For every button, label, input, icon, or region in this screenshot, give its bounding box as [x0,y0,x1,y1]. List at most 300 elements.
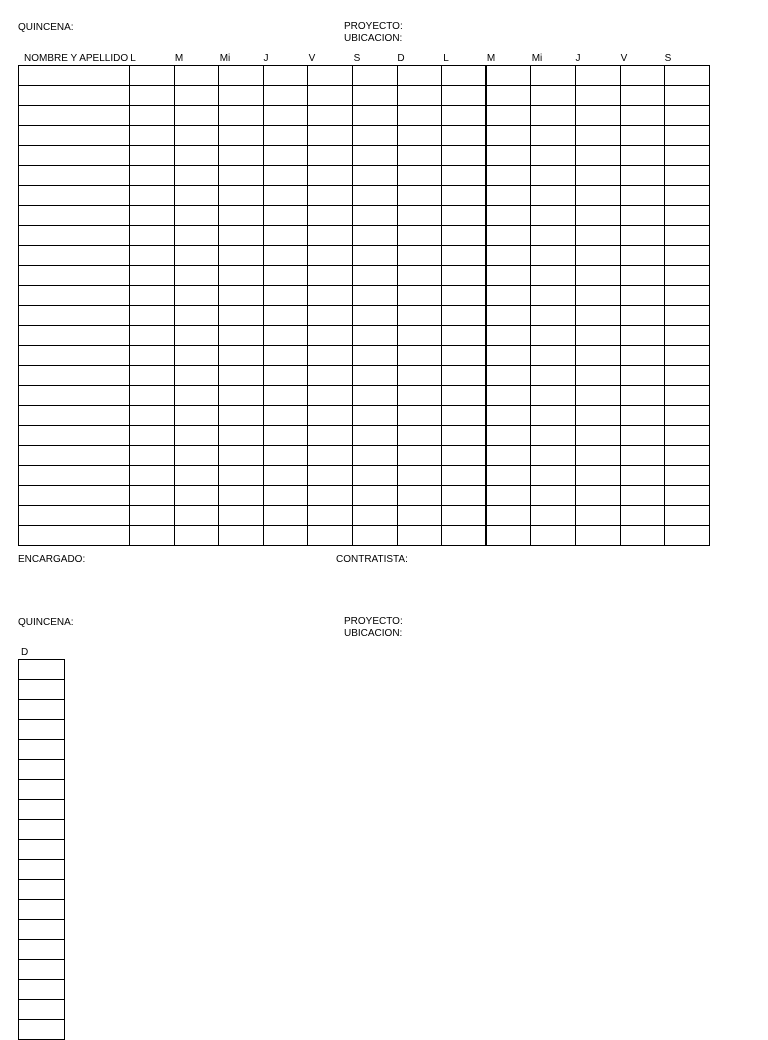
name-cell[interactable] [19,446,130,466]
day-cell[interactable] [665,306,710,326]
day-cell[interactable] [575,106,620,126]
day-cell[interactable] [397,226,442,246]
day-cell[interactable] [174,126,219,146]
day-cell[interactable] [263,166,308,186]
day-cell[interactable] [19,920,65,940]
day-cell[interactable] [442,366,487,386]
day-cell[interactable] [665,206,710,226]
day-cell[interactable] [174,446,219,466]
day-cell[interactable] [263,406,308,426]
day-cell[interactable] [575,206,620,226]
day-cell[interactable] [442,206,487,226]
day-cell[interactable] [442,386,487,406]
day-cell[interactable] [442,446,487,466]
day-cell[interactable] [219,406,264,426]
day-cell[interactable] [19,1020,65,1040]
day-cell[interactable] [620,206,665,226]
day-cell[interactable] [486,466,531,486]
day-cell[interactable] [308,66,353,86]
day-cell[interactable] [531,446,576,466]
day-cell[interactable] [442,486,487,506]
day-cell[interactable] [263,66,308,86]
day-cell[interactable] [219,366,264,386]
day-cell[interactable] [531,146,576,166]
day-cell[interactable] [531,86,576,106]
day-cell[interactable] [19,820,65,840]
day-cell[interactable] [130,86,175,106]
day-cell[interactable] [397,186,442,206]
day-cell[interactable] [575,246,620,266]
day-cell[interactable] [397,286,442,306]
day-cell[interactable] [620,526,665,546]
day-cell[interactable] [174,366,219,386]
day-cell[interactable] [665,226,710,246]
day-cell[interactable] [308,106,353,126]
day-cell[interactable] [352,86,397,106]
day-cell[interactable] [620,306,665,326]
day-cell[interactable] [442,526,487,546]
name-cell[interactable] [19,106,130,126]
day-cell[interactable] [130,66,175,86]
day-cell[interactable] [308,306,353,326]
day-cell[interactable] [397,506,442,526]
day-cell[interactable] [397,366,442,386]
day-cell[interactable] [174,66,219,86]
day-cell[interactable] [19,980,65,1000]
day-cell[interactable] [19,880,65,900]
day-cell[interactable] [397,406,442,426]
name-cell[interactable] [19,386,130,406]
day-cell[interactable] [531,406,576,426]
day-cell[interactable] [219,166,264,186]
day-cell[interactable] [219,346,264,366]
name-cell[interactable] [19,66,130,86]
day-cell[interactable] [130,306,175,326]
day-cell[interactable] [620,446,665,466]
day-cell[interactable] [19,720,65,740]
name-cell[interactable] [19,146,130,166]
day-cell[interactable] [219,326,264,346]
day-cell[interactable] [665,446,710,466]
day-cell[interactable] [486,206,531,226]
day-cell[interactable] [263,486,308,506]
day-cell[interactable] [174,286,219,306]
day-cell[interactable] [620,146,665,166]
day-cell[interactable] [486,506,531,526]
day-cell[interactable] [620,406,665,426]
day-cell[interactable] [486,286,531,306]
day-cell[interactable] [442,146,487,166]
day-cell[interactable] [19,840,65,860]
day-cell[interactable] [352,526,397,546]
day-cell[interactable] [130,226,175,246]
day-cell[interactable] [19,960,65,980]
day-cell[interactable] [620,186,665,206]
day-cell[interactable] [486,146,531,166]
day-cell[interactable] [308,326,353,346]
day-cell[interactable] [174,526,219,546]
day-cell[interactable] [665,406,710,426]
day-cell[interactable] [531,426,576,446]
name-cell[interactable] [19,306,130,326]
day-cell[interactable] [219,386,264,406]
day-cell[interactable] [665,426,710,446]
day-cell[interactable] [397,486,442,506]
day-cell[interactable] [352,466,397,486]
day-cell[interactable] [620,86,665,106]
day-cell[interactable] [531,506,576,526]
day-cell[interactable] [174,106,219,126]
day-cell[interactable] [174,466,219,486]
day-cell[interactable] [130,466,175,486]
day-cell[interactable] [263,446,308,466]
day-cell[interactable] [620,166,665,186]
day-cell[interactable] [352,426,397,446]
day-cell[interactable] [130,486,175,506]
day-cell[interactable] [620,426,665,446]
day-cell[interactable] [130,246,175,266]
day-cell[interactable] [575,126,620,146]
day-cell[interactable] [665,506,710,526]
day-cell[interactable] [397,166,442,186]
day-cell[interactable] [352,266,397,286]
day-cell[interactable] [620,346,665,366]
day-cell[interactable] [665,486,710,506]
day-cell[interactable] [397,426,442,446]
day-cell[interactable] [486,126,531,146]
day-cell[interactable] [665,66,710,86]
day-cell[interactable] [665,526,710,546]
day-cell[interactable] [308,486,353,506]
day-cell[interactable] [19,800,65,820]
day-cell[interactable] [442,466,487,486]
day-cell[interactable] [263,466,308,486]
day-cell[interactable] [219,306,264,326]
day-cell[interactable] [531,226,576,246]
day-cell[interactable] [352,366,397,386]
name-cell[interactable] [19,266,130,286]
day-cell[interactable] [263,186,308,206]
day-cell[interactable] [130,506,175,526]
day-cell[interactable] [442,126,487,146]
day-cell[interactable] [486,66,531,86]
day-cell[interactable] [620,66,665,86]
day-cell[interactable] [575,266,620,286]
day-cell[interactable] [308,506,353,526]
day-cell[interactable] [352,206,397,226]
day-cell[interactable] [575,326,620,346]
day-cell[interactable] [352,226,397,246]
day-cell[interactable] [263,326,308,346]
day-cell[interactable] [263,266,308,286]
day-cell[interactable] [531,186,576,206]
day-cell[interactable] [575,386,620,406]
day-cell[interactable] [352,386,397,406]
day-cell[interactable] [263,386,308,406]
day-cell[interactable] [263,506,308,526]
day-cell[interactable] [442,286,487,306]
day-cell[interactable] [575,286,620,306]
day-cell[interactable] [531,486,576,506]
day-cell[interactable] [620,486,665,506]
day-cell[interactable] [665,166,710,186]
day-cell[interactable] [219,206,264,226]
day-cell[interactable] [531,326,576,346]
day-cell[interactable] [130,146,175,166]
day-cell[interactable] [442,66,487,86]
name-cell[interactable] [19,246,130,266]
day-cell[interactable] [352,446,397,466]
day-cell[interactable] [620,366,665,386]
day-cell[interactable] [486,366,531,386]
day-cell[interactable] [665,246,710,266]
day-cell[interactable] [486,346,531,366]
day-cell[interactable] [531,306,576,326]
day-cell[interactable] [19,780,65,800]
day-cell[interactable] [575,466,620,486]
day-cell[interactable] [486,306,531,326]
day-cell[interactable] [486,406,531,426]
name-cell[interactable] [19,506,130,526]
name-cell[interactable] [19,186,130,206]
day-cell[interactable] [19,680,65,700]
day-cell[interactable] [263,426,308,446]
day-cell[interactable] [352,406,397,426]
day-cell[interactable] [130,126,175,146]
name-cell[interactable] [19,166,130,186]
day-cell[interactable] [397,106,442,126]
day-cell[interactable] [174,326,219,346]
day-cell[interactable] [130,346,175,366]
day-cell[interactable] [130,406,175,426]
day-cell[interactable] [19,660,65,680]
day-cell[interactable] [531,466,576,486]
day-cell[interactable] [174,306,219,326]
day-cell[interactable] [352,126,397,146]
day-cell[interactable] [665,346,710,366]
day-cell[interactable] [620,126,665,146]
day-cell[interactable] [352,326,397,346]
day-cell[interactable] [665,266,710,286]
day-cell[interactable] [575,66,620,86]
day-cell[interactable] [531,126,576,146]
day-cell[interactable] [219,66,264,86]
day-cell[interactable] [130,266,175,286]
name-cell[interactable] [19,426,130,446]
day-cell[interactable] [174,166,219,186]
day-cell[interactable] [620,326,665,346]
day-cell[interactable] [665,86,710,106]
day-cell[interactable] [174,486,219,506]
day-cell[interactable] [442,326,487,346]
name-cell[interactable] [19,206,130,226]
day-cell[interactable] [575,226,620,246]
day-cell[interactable] [219,226,264,246]
day-cell[interactable] [575,306,620,326]
day-cell[interactable] [486,186,531,206]
day-cell[interactable] [263,366,308,386]
day-cell[interactable] [352,246,397,266]
day-cell[interactable] [397,126,442,146]
day-cell[interactable] [575,426,620,446]
day-cell[interactable] [174,406,219,426]
day-cell[interactable] [174,226,219,246]
day-cell[interactable] [308,346,353,366]
day-cell[interactable] [174,506,219,526]
day-cell[interactable] [308,86,353,106]
day-cell[interactable] [130,426,175,446]
day-cell[interactable] [19,860,65,880]
day-cell[interactable] [308,426,353,446]
day-cell[interactable] [219,266,264,286]
day-cell[interactable] [665,146,710,166]
day-cell[interactable] [174,246,219,266]
day-cell[interactable] [174,146,219,166]
name-cell[interactable] [19,366,130,386]
day-cell[interactable] [665,326,710,346]
day-cell[interactable] [397,346,442,366]
day-cell[interactable] [531,206,576,226]
day-cell[interactable] [308,526,353,546]
day-cell[interactable] [219,426,264,446]
day-cell[interactable] [575,486,620,506]
day-cell[interactable] [130,326,175,346]
day-cell[interactable] [130,446,175,466]
day-cell[interactable] [219,186,264,206]
day-cell[interactable] [665,466,710,486]
day-cell[interactable] [442,506,487,526]
day-cell[interactable] [130,286,175,306]
day-cell[interactable] [19,1000,65,1020]
day-cell[interactable] [397,386,442,406]
day-cell[interactable] [531,266,576,286]
day-cell[interactable] [308,226,353,246]
day-cell[interactable] [397,266,442,286]
day-cell[interactable] [130,166,175,186]
day-cell[interactable] [263,206,308,226]
day-cell[interactable] [442,426,487,446]
day-cell[interactable] [486,246,531,266]
day-cell[interactable] [620,246,665,266]
day-cell[interactable] [19,700,65,720]
day-cell[interactable] [263,286,308,306]
day-cell[interactable] [575,406,620,426]
day-cell[interactable] [665,126,710,146]
day-cell[interactable] [397,306,442,326]
day-cell[interactable] [219,446,264,466]
day-cell[interactable] [620,286,665,306]
day-cell[interactable] [219,246,264,266]
day-cell[interactable] [486,326,531,346]
day-cell[interactable] [486,486,531,506]
day-cell[interactable] [308,446,353,466]
day-cell[interactable] [531,286,576,306]
day-cell[interactable] [665,366,710,386]
day-cell[interactable] [263,526,308,546]
name-cell[interactable] [19,226,130,246]
day-cell[interactable] [352,306,397,326]
day-cell[interactable] [620,226,665,246]
day-cell[interactable] [665,386,710,406]
day-cell[interactable] [397,66,442,86]
day-cell[interactable] [531,366,576,386]
name-cell[interactable] [19,286,130,306]
day-cell[interactable] [442,226,487,246]
day-cell[interactable] [665,186,710,206]
day-cell[interactable] [397,246,442,266]
day-cell[interactable] [575,506,620,526]
day-cell[interactable] [130,526,175,546]
day-cell[interactable] [620,106,665,126]
day-cell[interactable] [352,66,397,86]
day-cell[interactable] [531,346,576,366]
day-cell[interactable] [397,466,442,486]
day-cell[interactable] [263,306,308,326]
day-cell[interactable] [575,166,620,186]
day-cell[interactable] [575,346,620,366]
day-cell[interactable] [397,86,442,106]
name-cell[interactable] [19,466,130,486]
day-cell[interactable] [531,66,576,86]
day-cell[interactable] [575,186,620,206]
day-cell[interactable] [442,186,487,206]
day-cell[interactable] [174,86,219,106]
day-cell[interactable] [397,446,442,466]
day-cell[interactable] [352,186,397,206]
day-cell[interactable] [19,740,65,760]
day-cell[interactable] [397,146,442,166]
day-cell[interactable] [620,466,665,486]
day-cell[interactable] [219,126,264,146]
day-cell[interactable] [531,386,576,406]
day-cell[interactable] [308,386,353,406]
day-cell[interactable] [174,206,219,226]
day-cell[interactable] [130,386,175,406]
day-cell[interactable] [263,106,308,126]
day-cell[interactable] [442,306,487,326]
day-cell[interactable] [174,266,219,286]
day-cell[interactable] [130,366,175,386]
day-cell[interactable] [486,386,531,406]
day-cell[interactable] [486,266,531,286]
day-cell[interactable] [620,386,665,406]
day-cell[interactable] [308,406,353,426]
day-cell[interactable] [263,346,308,366]
day-cell[interactable] [352,486,397,506]
name-cell[interactable] [19,346,130,366]
day-cell[interactable] [397,326,442,346]
day-cell[interactable] [219,486,264,506]
name-cell[interactable] [19,526,130,546]
day-cell[interactable] [308,246,353,266]
day-cell[interactable] [442,166,487,186]
day-cell[interactable] [352,286,397,306]
day-cell[interactable] [442,246,487,266]
day-cell[interactable] [308,366,353,386]
day-cell[interactable] [352,146,397,166]
day-cell[interactable] [531,246,576,266]
name-cell[interactable] [19,486,130,506]
day-cell[interactable] [263,246,308,266]
day-cell[interactable] [486,86,531,106]
name-cell[interactable] [19,86,130,106]
day-cell[interactable] [486,426,531,446]
day-cell[interactable] [575,526,620,546]
day-cell[interactable] [486,526,531,546]
name-cell[interactable] [19,126,130,146]
day-cell[interactable] [219,86,264,106]
day-cell[interactable] [352,346,397,366]
